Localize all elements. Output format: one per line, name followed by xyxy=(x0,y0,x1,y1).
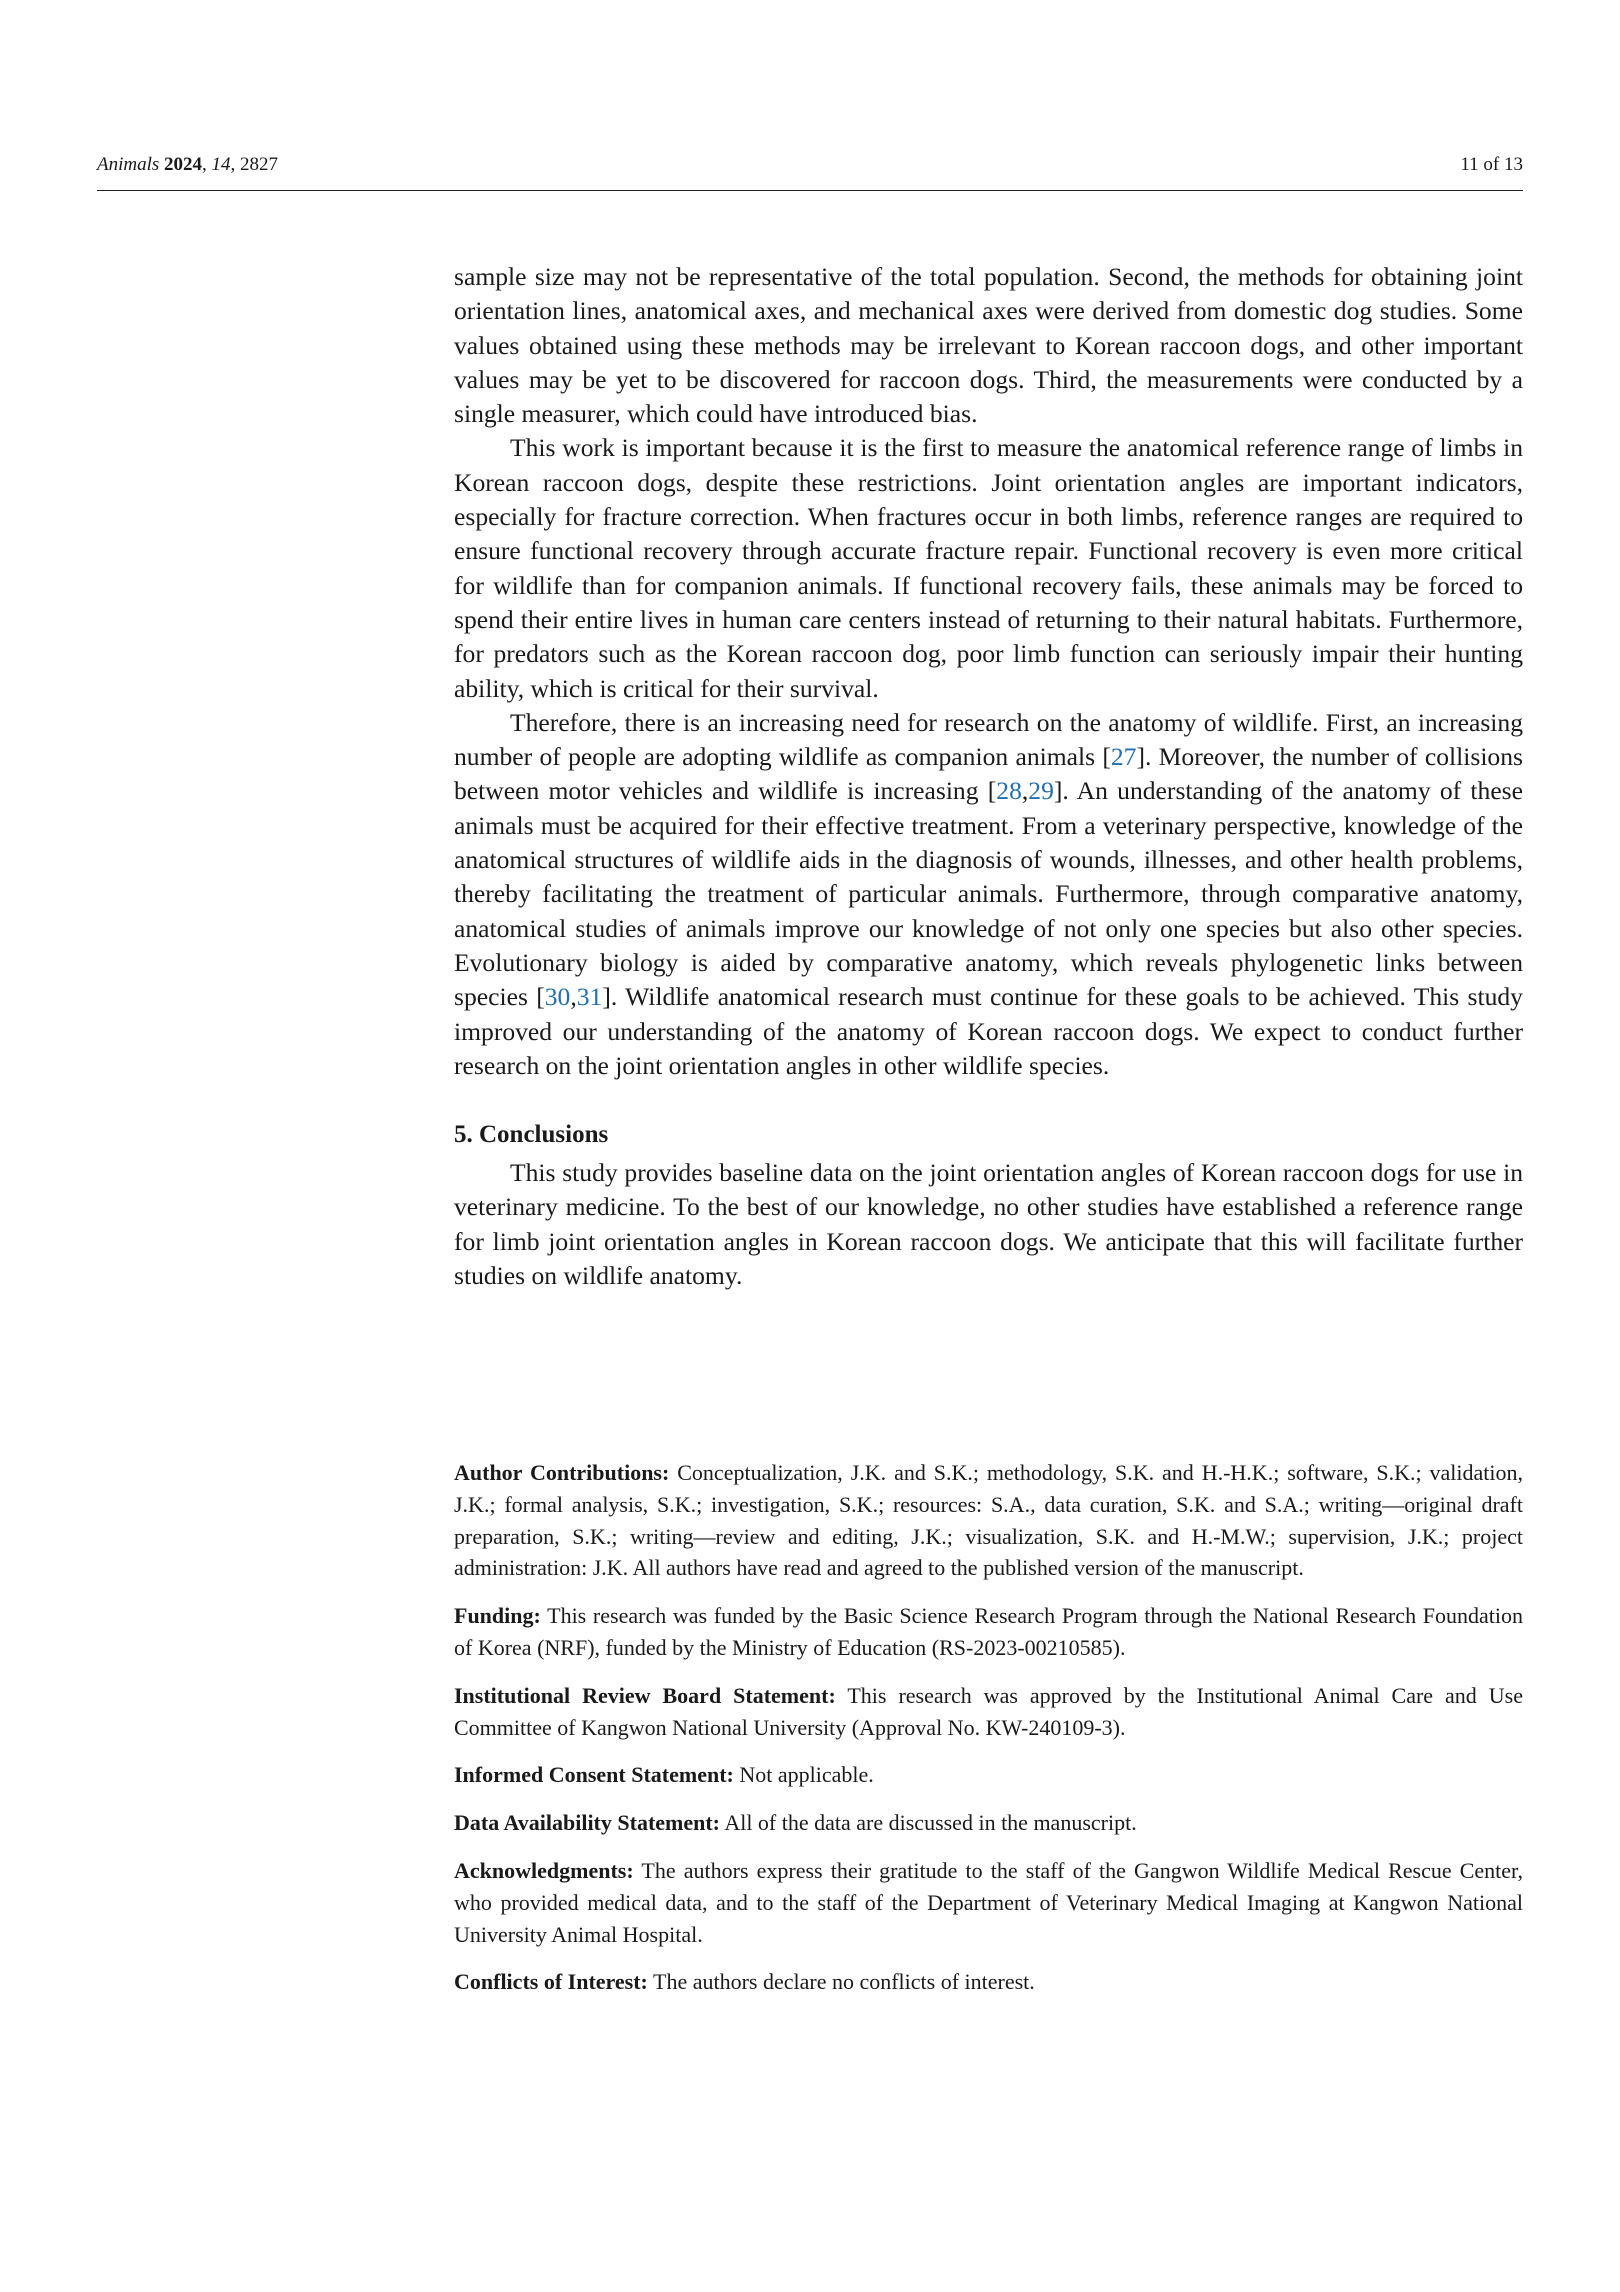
funding-text: This research was funded by the Basic Science Research Program through the National Research Foundation of Korea (NRF), funded by the Ministry of Education (RS-2023-00210585). xyxy=(454,1603,1523,1660)
conflicts-of-interest xyxy=(454,1966,1523,1998)
paragraph-conclusion: This study provides baseline data on the joint orientation angles of Korean raccoon dogs for use in veterinary medicine. To the best of our knowledge, no other studies have established a reference range for limb joint orientation angles in Korean raccoon dogs. We anticipate that this will facilitate further studies on wildlife anatomy. xyxy=(454,1158,1523,1291)
citation-link-29[interactable]: 29 xyxy=(1028,776,1054,806)
conflicts-label: Conflicts of Interest: xyxy=(454,1969,648,1995)
citation-link-31[interactable]: 31 xyxy=(576,982,603,1012)
acknowledgments-label: Acknowledgments: xyxy=(454,1857,634,1883)
conflicts-text: The authors declare no conflicts of interest. xyxy=(653,1969,1035,1995)
data-availability-statement xyxy=(454,1807,1523,1839)
main-text xyxy=(454,260,1523,1293)
journal-name: Animals xyxy=(97,154,160,175)
irb-statement xyxy=(454,1680,1523,1744)
author-contributions-label: Author Contributions: xyxy=(454,1460,670,1485)
irb-text: This research was approved by the Institutional Animal Care and Use Committee of Kangwon National University (Approval No. KW-240109-3). xyxy=(454,1682,1523,1740)
journal-citation: Animals 2024, 14, 2827 xyxy=(97,154,279,175)
data-availability-label: Data Availability Statement: xyxy=(454,1810,721,1836)
text-segment: , xyxy=(570,982,577,1012)
paragraph-limitations: sample size may not be representative of the total population. Second, the methods for obtaining joint orientation lines, anatomical axes, and mechanical axes were derived from domestic dog studies. Some values obtained using these methods may be irrelevant to Korean raccoon dogs, and other important values may be yet to be discovered for raccoon dogs. Third, the measurements were conducted by a single measurer, which could have introduced bias. xyxy=(454,262,1523,429)
text-segment: Therefore, there is an increasing need for research on the anatomy of wildlife. First, an increasing number of people are adopting wildlife as companion animals [ xyxy=(454,707,1523,772)
irb-label: Institutional Review Board Statement: xyxy=(454,1682,836,1708)
journal-year: 2024 xyxy=(164,154,203,175)
section-heading-conclusions: 5. Conclusions xyxy=(454,1121,609,1149)
back-matter xyxy=(454,1457,1523,2014)
journal-volume: 14 xyxy=(211,154,231,175)
article-number: 2827 xyxy=(240,154,279,175)
page-number: 11 of 13 xyxy=(1460,154,1523,175)
informed-consent-text: Not applicable. xyxy=(739,1762,874,1788)
funding-statement xyxy=(454,1600,1523,1664)
funding-label: Funding: xyxy=(454,1603,541,1629)
author-contributions-text: Conceptualization, J.K. and S.K.; methodology, S.K. and H.-H.K.; software, S.K.; validation, J.K.; formal analysis, S.K.; investigation, S.K.; resources: S.A., data curation, S.K. and S.A.; writing—original draft preparation, S.K.; writing—review and editing, J.K.; visualization, S.K. and H.-M.W.; supervision, J.K.; project administration: J.K. All authors have read and agreed to the published version of the manuscript. xyxy=(454,1460,1523,1581)
data-availability-text: All of the data are discussed in the manuscript. xyxy=(724,1810,1137,1836)
text-segment: ]. Moreover, the number of collisions between motor vehicles and wildlife is increasing [ xyxy=(454,742,1523,806)
citation-link-30[interactable]: 30 xyxy=(544,982,571,1012)
citation-link-28[interactable]: 28 xyxy=(996,776,1022,806)
text-segment: ]. An understanding of the anatomy of these animals must be acquired for their effective treatment. From a veterinary perspective, knowledge of the anatomical structures of wildlife aids in the diagnosis of wounds, illnesses, and other health problems, thereby facilitating the treatment of particular animals. Furthermore, through comparative anatomy, anatomical studies of animals improve our knowledge of not only one species but also other species. Evolutionary biology is aided by comparative anatomy, which reveals phylogenetic links between species [ xyxy=(454,776,1524,1012)
text-segment: ]. Wildlife anatomical research must continue for these goals to be achieved. This study improved our understanding of the anatomy of Korean raccoon dogs. We expect to conduct further research on the joint orientation angles in other wildlife species. xyxy=(454,982,1523,1080)
informed-consent-label: Informed Consent Statement: xyxy=(454,1762,734,1788)
paragraph-importance: This work is important because it is the first to measure the anatomical reference range of limbs in Korean raccoon dogs, despite these restrictions. Joint orientation angles are important indicators, especially for fracture correction. When fractures occur in both limbs, reference ranges are required to ensure functional recovery through accurate fracture repair. Functional recovery is even more critical for wildlife than for companion animals. If functional recovery fails, these animals may be forced to spend their entire lives in human care centers instead of returning to their natural habitats. Furthermore, for predators such as the Korean raccoon dog, poor limb function can seriously impair their hunting ability, which is critical for their survival. xyxy=(454,433,1523,703)
author-contributions xyxy=(454,1457,1523,1584)
text-segment: , xyxy=(1021,776,1029,806)
paragraph-research-need xyxy=(454,706,1523,1083)
informed-consent-statement xyxy=(454,1759,1523,1791)
running-header xyxy=(97,150,1523,191)
citation-link-27[interactable]: 27 xyxy=(1110,742,1137,772)
acknowledgments xyxy=(454,1855,1523,1950)
acknowledgments-text: The authors express their gratitude to the staff of the Gangwon Wildlife Medical Rescue Center, who provided medical data, and to the staff of the Department of Veterinary Medical Imaging at Kangwon National University Animal Hospital. xyxy=(454,1857,1523,1947)
